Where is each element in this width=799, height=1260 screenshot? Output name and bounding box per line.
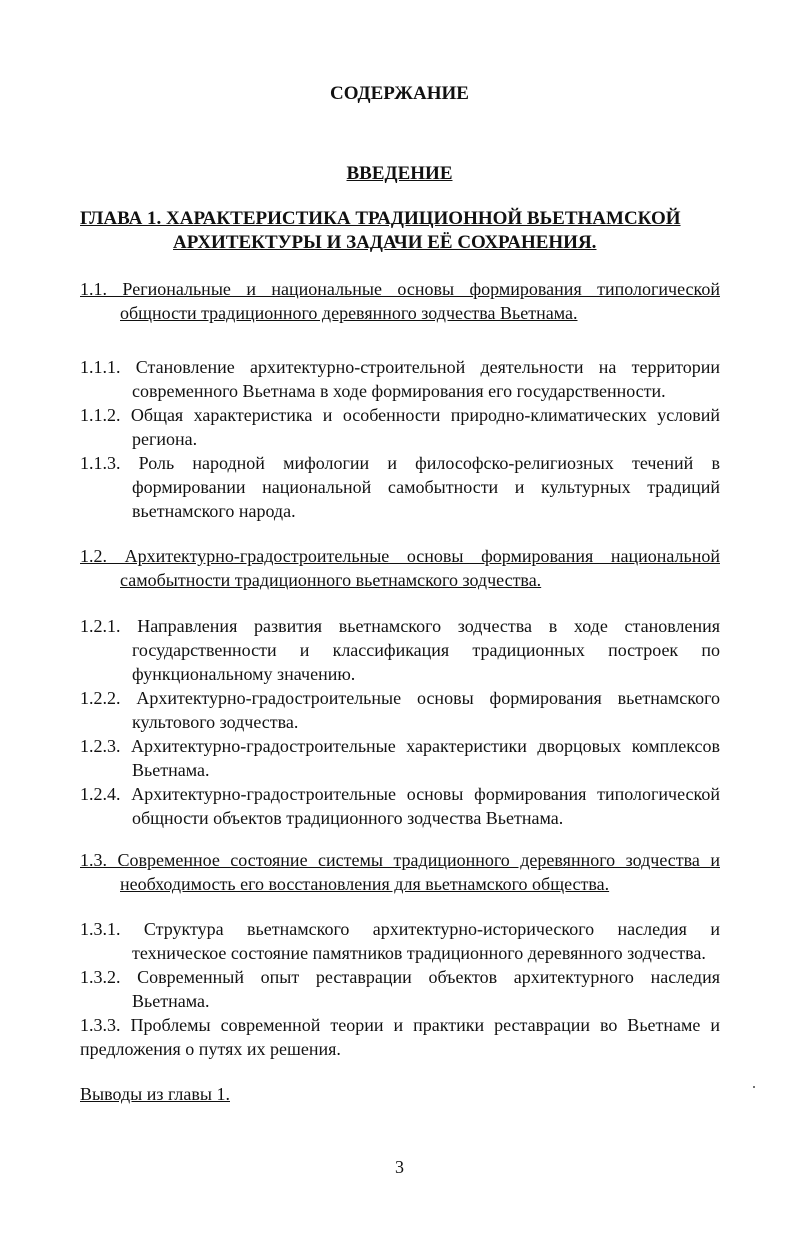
toc-item-1-2-2[interactable]: 1.2.2. Архитектурно-градостроительные основы формирования вьетнамского культового зодчества. — [80, 688, 720, 732]
conclusions-link[interactable]: Выводы из главы 1. — [80, 1084, 230, 1104]
toc-item-1-2-1[interactable]: 1.2.1. Направления развития вьетнамского зодчества в ходе становления государственности и классификация традиционных построек по функциональному значению. — [80, 616, 720, 684]
toc-item-1-3-1[interactable]: 1.3.1. Структура вьетнамского архитектурно-исторического наследия и техническое состояние памятников традиционного деревянного зодчества. — [80, 919, 720, 963]
introduction-link[interactable]: ВВЕДЕНИЕ — [346, 163, 453, 184]
toc-subsection-list-1-3 — [80, 917, 720, 1061]
toc-item-1-3-3[interactable]: 1.3.3. Проблемы современной теории и практики реставрации во Вьетнаме и предложения о путях их решения. — [80, 1015, 720, 1059]
toc-section-1-3 — [80, 848, 720, 896]
toc-item-1-1-3[interactable]: 1.1.3. Роль народной мифологии и философско-религиозных течений в формировании национальной самобытности и культурных традиций вьетнамского народа. — [80, 453, 720, 521]
scan-speck — [753, 1086, 755, 1088]
chapter-1-line-1[interactable]: ГЛАВА 1. ХАРАКТЕРИСТИКА ТРАДИЦИОННОЙ ВЬЕТНАМСКОЙ — [80, 208, 681, 229]
toc-item-1-2-4[interactable]: 1.2.4. Архитектурно-градостроительные основы формирования типологической общности объектов традиционного зодчества Вьетнама. — [80, 784, 720, 828]
toc-item-1-1-2[interactable]: 1.1.2. Общая характеристика и особенности природно-климатических условий региона. — [80, 405, 720, 449]
toc-introduction[interactable] — [0, 162, 799, 186]
page-number: 3 — [395, 1157, 404, 1177]
toc-chapter-1[interactable] — [80, 207, 720, 255]
section-heading-text[interactable]: 1.3. Современное состояние системы традиционного деревянного зодчества и необходимость его восстановления для вьетнамского общества. — [80, 850, 720, 894]
section-heading-text[interactable]: 1.1. Региональные и национальные основы формирования типологической общности традиционного деревянного зодчества Вьетнама. — [80, 279, 720, 323]
toc-subsection-list-1-1 — [80, 355, 720, 523]
section-heading[interactable] — [80, 544, 720, 592]
chapter-1-line-2[interactable]: АРХИТЕКТУРЫ И ЗАДАЧИ ЕЁ СОХРАНЕНИЯ. — [173, 232, 597, 253]
toc-item-1-3-2[interactable]: 1.3.2. Современный опыт реставрации объектов архитектурного наследия Вьетнама. — [80, 967, 720, 1011]
toc-chapter-1-conclusions[interactable] — [80, 1082, 230, 1106]
section-heading-text[interactable]: 1.2. Архитектурно-градостроительные основы формирования национальной самобытности традиционного вьетнамского зодчества. — [80, 546, 720, 590]
toc-item-1-2-3[interactable]: 1.2.3. Архитектурно-градостроительные характеристики дворцовых комплексов Вьетнама. — [80, 736, 720, 780]
section-heading[interactable] — [80, 277, 720, 325]
toc-subsection-list-1-2 — [80, 614, 720, 830]
section-heading[interactable] — [80, 848, 720, 896]
page-title: СОДЕРЖАНИЕ — [330, 83, 469, 104]
toc-section-1-1 — [80, 277, 720, 325]
toc-item-1-1-1[interactable]: 1.1.1. Становление архитектурно-строительной деятельности на территории современного Вьетнама в ходе формирования его государственности. — [80, 357, 720, 401]
toc-section-1-2 — [80, 544, 720, 592]
